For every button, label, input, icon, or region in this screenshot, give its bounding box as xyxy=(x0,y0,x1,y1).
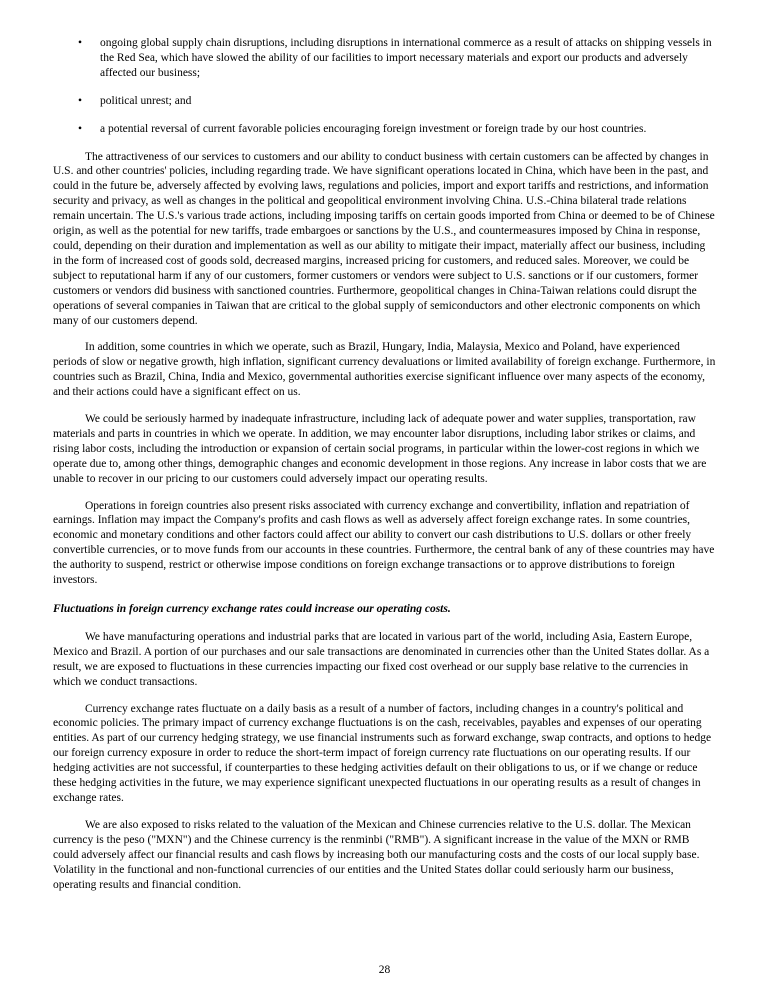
bullet-icon: • xyxy=(78,122,83,135)
paragraph: We could be seriously harmed by inadequate infrastructure, including lack of adequate power and water supplies, transportation, raw materials and parts in countries in which we operate. In addition, we may encounter labor disruptions, including labor strikes or claims, and rising labor costs, including the introduction or expansion of certain social programs, in particular within the lower-cost regions in which we operate due to, among other things, demographic changes and economic development in those regions. Any increase in labor costs that we are unable to recover in our pricing to our customers could adversely impact our operating results. xyxy=(53,413,707,485)
paragraph: The attractiveness of our services to customers and our ability to conduct business with certain customers can be affected by changes in U.S. and other countries' policies, including regarding trade. We have significant operations located in China, which have been in the past, and could in the future be, adversely affected by evolving laws, regulations and policies, import and export tariffs and restrictions, and information security and privacy, as well as changes in the political and geopolitical environment involving China. U.S.-China bilateral trade relations remain uncertain. The U.S.'s various trade actions, including imposing tariffs on certain goods imported from China or deemed to be of Chinese origin, as well as the potential for new tariffs, trade embargoes or sanctions by the U.S., and countermeasures imposed by China in response, could, depending on their duration and implementation as well as our ability to mitigate their impact, materially affect our business, including in the form of increased cost of goods sold, decreased margins, increased pricing for customers, and reduced sales. Moreover, we could be subject to reputational harm if any of our customers, former customers or vendors were subject to U.S. sanctions or if our customers, former customers or vendors did business with sanctioned countries. Furthermore, geopolitical changes in China-Taiwan relations could disrupt the operations of several companies in Taiwan that are critical to the global supply of semiconductors and other electronic components on which many of our customers depend. xyxy=(53,150,715,327)
bullet-text: political unrest; and xyxy=(100,94,192,107)
paragraph: Operations in foreign countries also present risks associated with currency exchange and convertibility, inflation and repatriation of earnings. Inflation may impact the Company's profits and cash flows as well as adversely affect foreign exchange rates. In some countries, economic and monetary conditions and other factors could affect our ability to convert our cash distributions to U.S. dollars or other freely convertible currencies, or to move funds from our accounts in these countries. Furthermore, the central bank of any of these countries may have the authority to suspend, restrict or otherwise impose conditions on foreign exchange transactions or to approve distributions to foreign investors. xyxy=(53,499,715,587)
section-heading: Fluctuations in foreign currency exchange rates could increase our operating costs. xyxy=(53,603,451,615)
paragraph: Currency exchange rates fluctuate on a daily basis as a result of a number of factors, including changes in a country's political and economic policies. The primary impact of currency exchange fluctuations is on the cash, receivables, payables and expenses of our operating entities. As part of our currency hedging strategy, we use financial instruments such as forward exchange, swap contracts, and options to hedge our foreign currency exposure in order to reduce the short-term impact of foreign currency rate fluctuations on our operating results. If our hedging activities are not successful, if counterparties to these hedging activities default on their obligations to us, or if we change or reduce these hedging activities in the future, we may experience significant unexpected fluctuations in our operating results as a result of changes in exchange rates. xyxy=(53,702,712,804)
bullet-text: ongoing global supply chain disruptions, including disruptions in international commerce as a result of attacks on shipping vessels in the Red Sea, which have slowed the ability of our facilities to import necessary materials and export our products and adversely affected our business; xyxy=(100,37,712,79)
bullet-icon: • xyxy=(78,37,83,49)
bullet-icon: • xyxy=(78,94,83,107)
paragraph: We are also exposed to risks related to the valuation of the Mexican and Chinese currencies relative to the U.S. dollar. The Mexican currency is the peso ("MXN") and the Chinese currency is the renminbi ("RMB"). A significant increase in the value of the MXN or RMB could adversely affect our financial results and cash flows by increasing both our manufacturing costs and the costs of our local supply base. Volatility in the functional and non-functional currencies of our entities and the United States dollar could seriously harm our business, operating results and financial condition. xyxy=(53,818,700,891)
bullet-text: a potential reversal of current favorable policies encouraging foreign investment or foreign trade by our host countries. xyxy=(100,122,647,135)
page-footer xyxy=(53,963,716,1000)
paragraph: We have manufacturing operations and industrial parks that are located in various part of the world, including Asia, Eastern Europe, Mexico and Brazil. A portion of our purchases and our sale transactions are denominated in currencies other than the United States dollar. As a result, we are exposed to fluctuations in these currencies impacting our fixed cost overhead or our supply base relative to the currencies in which we conduct transactions. xyxy=(53,630,710,688)
list-item xyxy=(53,94,716,109)
page-number: 28 xyxy=(378,964,391,977)
list-item xyxy=(53,122,716,137)
bullet-list xyxy=(53,36,716,150)
paragraph: In addition, some countries in which we operate, such as Brazil, Hungary, India, Malaysia, Mexico and Poland, have experienced periods of slow or negative growth, high inflation, significant currency devaluations or limited availability of foreign exchange. Furthermore, in countries such as Brazil, China, India and Mexico, governmental authorities exercise significant influence over many aspects of the economy, and their actions could have a significant effect on us. xyxy=(53,341,716,399)
list-item xyxy=(53,36,716,81)
